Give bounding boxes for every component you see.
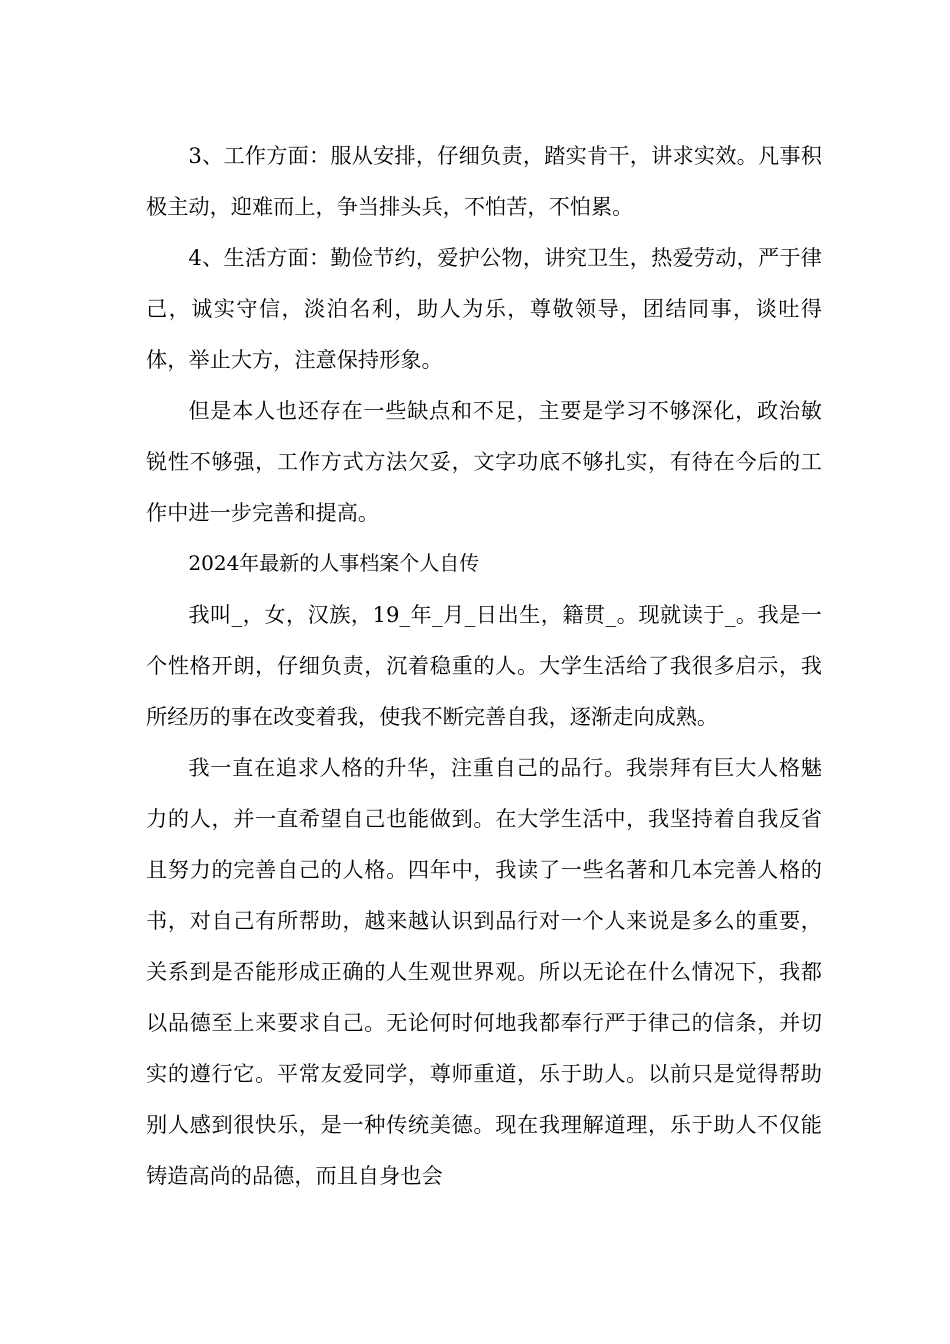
section-title: 2024年最新的人事档案个人自传: [188, 551, 480, 575]
paragraph-character: 我一直在追求人格的升华，注重自己的品行。我崇拜有巨大人格魅力的人，并一直希望自己也能做到。在大学生活中，我坚持着自我反省且努力的完善自己的人格。四年中，我读了一些名著和几本完善人格的书，对自己有所帮助，越来越认识到品行对一个人来说是多么的重要，关系到是否能形成正确的人生观世界观。所以无论在什么情况下，我都以品德至上来要求自己。无论何时何地我都奉行严于律己的信条，并切实的遵行它。平常友爱同学，尊师重道，乐于助人。以前只是觉得帮助别人感到很快乐，是一种传统美德。现在我理解道理，乐于助人不仅能铸造高尚的品德，而且自身也会: [146, 755, 822, 1188]
paragraph-work-aspect: 3、工作方面：服从安排，仔细负责，踏实肯干，讲求实效。凡事积极主动，迎难而上，争当排头兵，不怕苦，不怕累。: [146, 143, 822, 219]
document-body: [146, 130, 822, 1201]
paragraph-shortcomings: 但是本人也还存在一些缺点和不足，主要是学习不够深化，政治敏锐性不够强，工作方式方法欠妥，文字功底不够扎实，有待在今后的工作中进一步完善和提高。: [146, 398, 822, 525]
paragraph-life-aspect: 4、生活方面：勤俭节约，爱护公物，讲究卫生，热爱劳动，严于律己，诚实守信，淡泊名利，助人为乐，尊敬领导，团结同事，谈吐得体，举止大方，注意保持形象。: [146, 245, 822, 372]
paragraph-self-intro: 我叫_，女，汉族，19_年_月_日出生，籍贯_。现就读于_。我是一个性格开朗，仔细负责，沉着稳重的人。大学生活给了我很多启示，我所经历的事在改变着我，使我不断完善自我，逐渐走向成熟。: [146, 602, 822, 729]
